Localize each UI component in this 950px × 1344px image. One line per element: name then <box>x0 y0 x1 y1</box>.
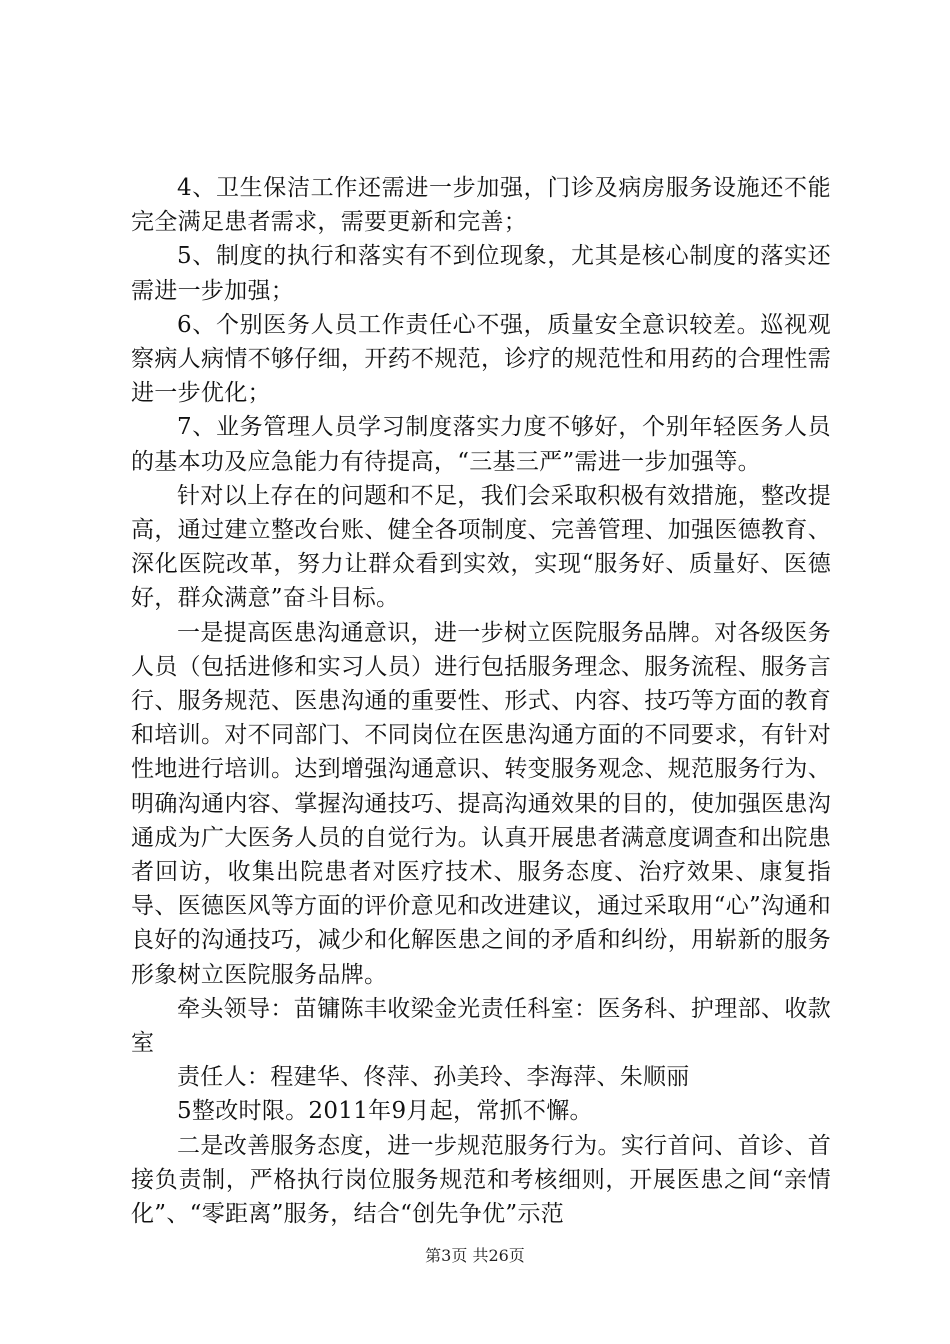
paragraph-measure-one: 一是提高医患沟通意识，进一步树立医院服务品牌。对各级医务人员（包括进修和实习人员）进行包括服务理念、服务流程、服务言行、服务规范、医患沟通的重要性、形式、内容、技巧等方面的教育和培训。对不同部门、不同岗位在医患沟通方面的不同要求，有针对性地进行培训。达到增强沟通意识、转变服务观念、规范服务行为、明确沟通内容、掌握沟通技巧、提高沟通效果的目的，使加强医患沟通成为广大医务人员的自觉行为。认真开展患者满意度调查和出院患者回访，收集出院患者对医疗技术、服务态度、治疗效果、康复指导、医德医风等方面的评价意见和改进建议，通过采取用“心”沟通和良好的沟通技巧，减少和化解医患之间的矛盾和纠纷，用崭新的服务形象树立医院服务品牌。 <box>131 619 831 988</box>
paragraph-deadline: 5整改时限。2011年9月起，常抓不懈。 <box>177 1098 593 1125</box>
paragraph-rectification-intro: 针对以上存在的问题和不足，我们会采取积极有效措施，整改提高，通过建立整改台账、健全各项制度、完善管理、加强医德教育、深化医院改革，努力让群众看到实效，实现“服务好、质量好、医德好，群众满意”奋斗目标。 <box>131 482 831 612</box>
paragraph-item-7: 7、业务管理人员学习制度落实力度不够好，个别年轻医务人员的基本功及应急能力有待提高，“三基三严”需进一步加强等。 <box>131 414 831 475</box>
page-number-footer: 第3页 共26页 <box>425 1246 525 1265</box>
paragraph-measure-two: 二是改善服务态度，进一步规范服务行为。实行首问、首诊、首接负责制，严格执行岗位服务规范和考核细则，开展医患之间“亲情化”、“零距离”服务，结合“创先争优”示范 <box>131 1132 831 1228</box>
document-body <box>131 171 831 1231</box>
paragraph-item-5: 5、制度的执行和落实有不到位现象，尤其是核心制度的落实还需进一步加强； <box>131 243 831 304</box>
paragraph-item-4: 4、卫生保洁工作还需进一步加强，门诊及病房服务设施还不能完全满足患者需求，需要更新和完善； <box>131 175 831 236</box>
paragraph-lead-leaders: 牵头领导：苗镛陈丰收梁金光责任科室：医务科、护理部、收款室 <box>131 995 831 1057</box>
paragraph-responsible-persons: 责任人：程建华、佟萍、孙美玲、李海萍、朱顺丽 <box>177 1064 690 1091</box>
paragraph-item-6: 6、个别医务人员工作责任心不强，质量安全意识较差。巡视观察病人病情不够仔细，开药不规范，诊疗的规范性和用药的合理性需进一步优化； <box>131 311 831 407</box>
